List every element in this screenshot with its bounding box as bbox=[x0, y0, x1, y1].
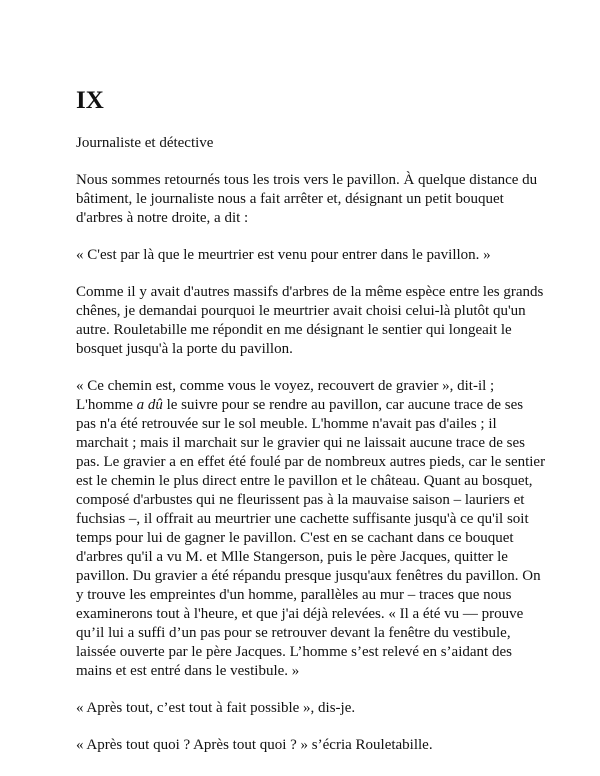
paragraph-6: « Après tout quoi ? Après tout quoi ? » s’écria Rouletabille. bbox=[76, 737, 433, 753]
paragraph-4-emphasis: a dû bbox=[136, 397, 163, 413]
chapter-number: IX bbox=[76, 87, 104, 114]
paragraph-4 bbox=[76, 377, 546, 681]
chapter-subtitle: Journaliste et détective bbox=[76, 135, 214, 151]
paragraph-5: « Après tout, c’est tout à fait possible », dis-je. bbox=[76, 700, 356, 716]
paragraph-4-start: « Ce chemin est, comme vous le voyez, recouvert de gravier », dit-il ; L'homme bbox=[76, 378, 495, 413]
document-page bbox=[76, 86, 546, 755]
paragraph-4-end: le suivre pour se rendre au pavillon, car aucune trace de ses pas n'a été retrouvée sur le sol meuble. L'homme n'avait pas d'ailes ; il marchait ; mais il marchait sur le gravier qui ne laissait aucune trace de ses pas. Le gravier a en effet été foulé par de nombreux autres pieds, car le sentier est le chemin le plus direct entre le pavillon et le château. Quant au bosquet, composé d'arbustes qui ne fleurissent pas à la mauvaise saison – lauriers et fuchsias –, il offrait au meurtrier une cachette suffisante jusqu'à ce qu'il soit temps pour lui de gagner le pavillon. C'est en se cachant dans ce bouquet d'arbres qu'il a vu M. et Mlle Stangerson, puis le père Jacques, quitter le pavillon. Du gravier a été répandu presque jusqu'aux fenêtres du pavillon. On y trouve les empreintes d'un homme, parallèles au mur – traces que nous examinerons tout à l'heure, et que j'ai déjà relevées. « Il a été vu — prouve qu’il lui a suffi d’un pas pour se retrouver devant la fenêtre du vestibule, laissée ouverte par le père Jacques. L’homme s’est relevé en s’aidant des mains et est entré dans le vestibule. » bbox=[76, 397, 546, 679]
paragraph-2: « C'est par là que le meurtrier est venu pour entrer dans le pavillon. » bbox=[76, 247, 491, 263]
paragraph-1: Nous sommes retournés tous les trois vers le pavillon. À quelque distance du bâtiment, le journaliste nous a fait arrêter et, désignant un petit bouquet d'arbres à notre droite, a dit : bbox=[76, 172, 538, 226]
paragraph-3: Comme il y avait d'autres massifs d'arbres de la même espèce entre les grands chênes, je demandai pourquoi le meurtrier avait choisi celui-là plutôt qu'un autre. Rouletabille me répondit en me désignant le sentier qui longeait le bosquet jusqu'à la porte du pavillon. bbox=[76, 284, 544, 357]
